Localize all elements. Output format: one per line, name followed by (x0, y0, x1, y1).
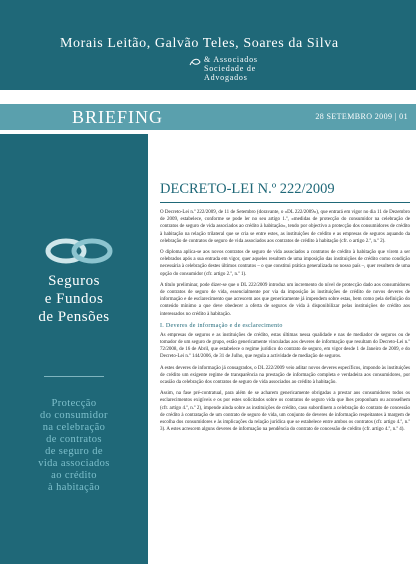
issue-date: 28 SETEMBRO 2009 | 01 (315, 112, 408, 121)
subject-line: ao crédito (51, 470, 97, 481)
article-title: DECRETO-LEI N.º 222/2009 (160, 180, 410, 203)
section-title-line: e Fundos (44, 291, 104, 307)
article-paragraph: O Decreto-Lei n.º 222/2009, de 11 de Setembro (doravante, o «DL 222/2009»), que entrará em vigor no dia 11 de Dezembro de 2009, estabelece, conforme se pode ler no seu artigo 1.º, «medidas de protecção do consumidor na celebração de contratos de seguro de vida associados ao crédito à habitação», tendo por objectivo a protecção dos consumidores de crédito à habitação na relação trilateral que se cria se entre estes, as instituições de crédito e as empresas de seguros aquando da celebração de contratos de seguro de vida associados aos contratos de crédito à habitação (cfr. o artigo 2.º, n.º 2). (160, 210, 410, 244)
association-line: Advogados (204, 73, 248, 82)
sidebar-divider (44, 376, 104, 377)
association-block (204, 55, 258, 82)
briefing-title: BRIEFING (72, 107, 164, 127)
subject-line: vida associados (38, 458, 110, 469)
subject-line: na celebração (42, 422, 106, 433)
subject-line: Protecção (51, 398, 97, 409)
association-line: & Associados (204, 55, 258, 64)
section-title-line: de Pensões (38, 309, 110, 325)
article-paragraph: O diploma aplica-se aos novos contratos de seguro de vida associados a contratos de crédito à habitação que virem a ser celebrados após a sua entrada em vigor, quer aqueles resultem de uma imposição das instituições de crédito como condição necessária à celebração destes últimos contratos – o que constitui prática generalizada no nosso país –, quer resultem de uma opção do consumidor (cfr. artigo 2.º, n.º 1). (160, 250, 410, 277)
subject-heading (8, 398, 140, 494)
subject-line: de seguro de (45, 446, 103, 457)
subject-line: do consumidor (40, 410, 108, 421)
ampersand-logo-icon (188, 56, 202, 68)
article-paragraph: Assim, na fase pré-contratual, para além de se acharem genericamente obrigadas a prestar aos consumidores todos os esclarecimentos exigíveis e os por estes solicitados sobre os contratos de seguro vida que lhes proponham ou aconselhem (cfr. artigo 4.º, n.º 2), impende ainda sobre as instituições de crédito, caso subordinem a celebração do contrato de concessão de crédito à contratação de um contrato de seguro de vida, um conjunto de deveres de informação respeitantes à margem de escolha dos consumidores e às implicações da relação jurídica que se estabelece entre ambos os contratos (cfr. artigo 4.º, n.º 3). A estes acrescem alguns deveres de informação na pendência do contrato de concessão de crédito (cfr. artigo 4.º, n.º 4). (160, 391, 410, 433)
subject-line: à habitação (48, 482, 100, 493)
firm-name: Morais Leitão, Galvão Teles, Soares da Silva (60, 36, 339, 51)
section-title (8, 272, 140, 326)
association-line: Sociedade de (204, 64, 257, 73)
article-paragraph: A estes deveres de informação já consagrados, o DL 222/2009 veio aditar novos deveres específicos, impondo às instituições de crédito um exigente regime de transparência na prestação de informação completa e verdadeira aos consumidores, por ocasião da celebração dos contratos de seguro de vida associados ao crédito à habitação. (160, 365, 410, 386)
header-band (0, 0, 416, 90)
chain-links-logo-icon (44, 233, 114, 269)
article (160, 180, 410, 437)
subject-line: de contratos (46, 434, 102, 445)
article-paragraph: As empresas de seguros e as instituições de crédito, estas últimas nessa qualidade e nas de mediador de seguros ou de tomador de um seguro de grupo, estão genericamente vinculadas aos deveres de informação que resultam do Decreto-Lei n.º 72/2008, de 16 de Abril, que estabelece o regime jurídico do contrato de seguro, em vigor desde 1 de Janeiro de 2009, e do Decreto-Lei n.º 144/2006, de 31 de Julho, que regula a actividade de mediação de seguros. (160, 332, 410, 360)
section-title-line: Seguros (48, 273, 100, 289)
section-heading: I. Deveres de informação e de esclarecimento (160, 322, 283, 329)
sidebar (0, 134, 148, 564)
article-paragraph: A título preliminar, pode dizer-se que o DL 222/2009 introduz um incremento do nível de protecção dado aos consumidores de contratos de seguro de vida, essencialmente por via da imposição às instituições de crédito de novos deveres de informação e de esclarecimento que acrescem aos que genericamente já impendem sobre estas, bem como pela definição do conteúdo mínimo a que deve obedecer a oferta de seguros de vida à disponibilizar pelas instituições de crédito aos interessados no crédito à habitação. (160, 282, 410, 317)
